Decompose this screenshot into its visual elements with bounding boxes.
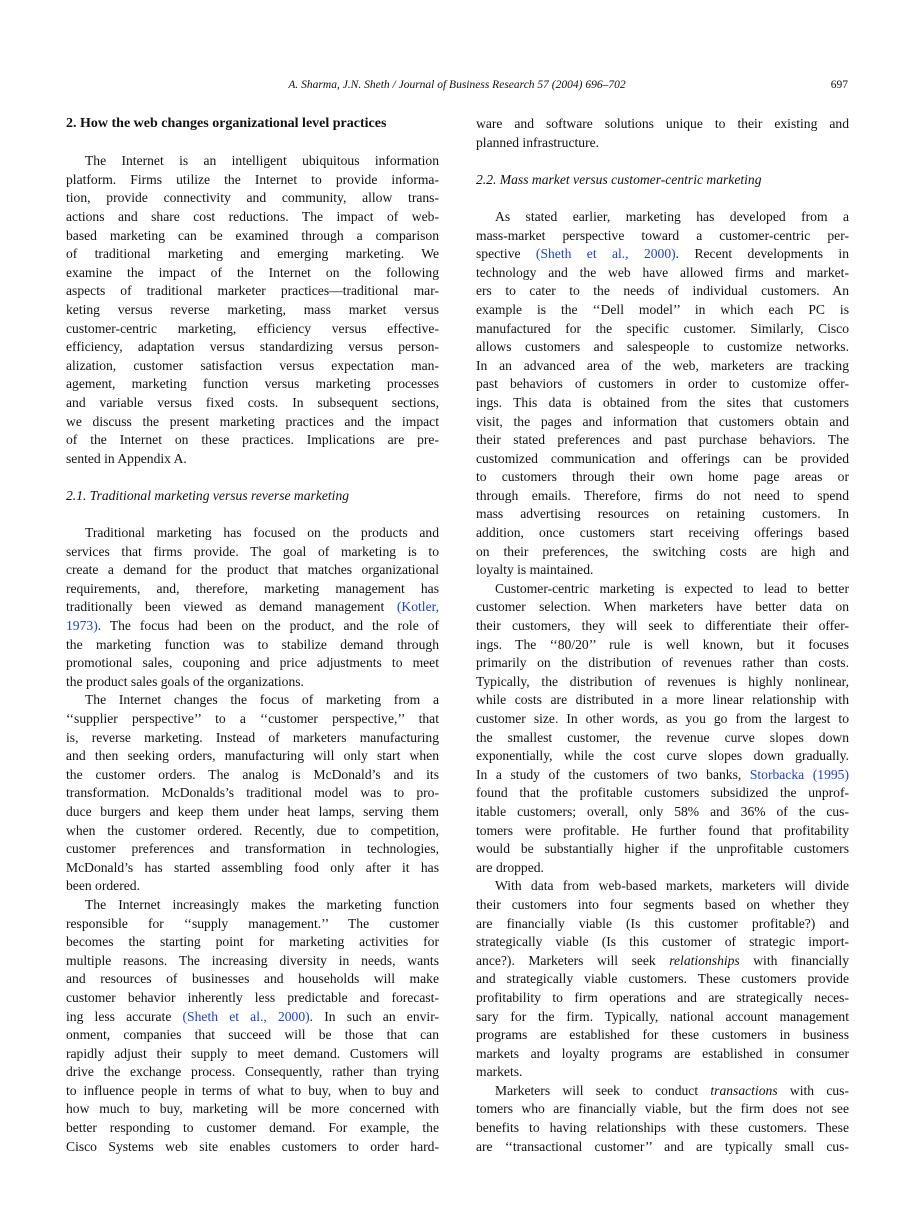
text-line: are dropped. bbox=[476, 859, 544, 875]
text-line: customer size. In other words, as you go from the largest to bbox=[476, 711, 849, 726]
text-line: is, reverse marketing. Instead of marketers manufacturing bbox=[66, 729, 439, 745]
paragraph bbox=[66, 691, 439, 896]
paragraph bbox=[476, 580, 849, 878]
text-line: 2.1. Traditional marketing versus reverse marketing bbox=[66, 487, 350, 503]
text-line: efficiency, adaptation versus standardizing versus person- bbox=[66, 339, 439, 355]
text-line: agement, marketing function versus marketing processes bbox=[66, 376, 439, 392]
text-line: exponentially, while the cost curve slopes down gradually. bbox=[476, 748, 849, 764]
text-line: actions and share cost reductions. The impact of web- bbox=[66, 208, 439, 224]
text-line: and then seeking orders, manufacturing will only start when bbox=[66, 748, 439, 764]
text-line: past behaviors of customers in order to customize offer- bbox=[476, 376, 849, 392]
paragraph bbox=[476, 877, 849, 1082]
text-line: based marketing can be examined through a comparison bbox=[66, 227, 439, 243]
text-line: tion, provide connectivity and community, allow trans- bbox=[66, 190, 439, 206]
text-line: ware and software solutions unique to their existing and bbox=[476, 116, 849, 131]
text-segment: In a study of the customers of two banks, bbox=[476, 766, 750, 782]
text-line: aspects of traditional marketer practices—traditional mar- bbox=[66, 283, 439, 299]
text-line: to customers through their own home page areas or bbox=[476, 469, 849, 485]
text-line: drive the exchange process. Consequently, rather than trying bbox=[66, 1064, 439, 1080]
text-line: onment, companies that succeed will be those that can bbox=[66, 1027, 439, 1043]
text-line: their customers, they will seek to differentiate their offer- bbox=[476, 618, 849, 634]
citation-link[interactable]: (Sheth et al., 2000) bbox=[182, 1008, 310, 1024]
text-line: platform. Firms utilize the Internet to provide informa- bbox=[66, 171, 439, 187]
blank-line bbox=[66, 505, 439, 524]
text-line: mass advertising resources on retaining customers. In bbox=[476, 506, 849, 522]
emphasis-text: relationships bbox=[669, 952, 740, 968]
text-line: profitability to firm operations and are strategically neces- bbox=[476, 989, 849, 1005]
text-line: McDonald’s has started assembling food only after it has bbox=[66, 859, 439, 875]
page-number: 697 bbox=[830, 79, 848, 91]
paragraph bbox=[476, 1082, 849, 1156]
text-line: of the Internet on these practices. Implications are pre- bbox=[66, 432, 439, 448]
text-line: visit, the pages and information that customers obtain and bbox=[476, 413, 849, 429]
blank-line bbox=[66, 134, 439, 153]
subsection-heading bbox=[476, 171, 849, 190]
text-line: better responding to customer demand. For example, the bbox=[66, 1120, 439, 1136]
text-line: examine the impact of the Internet on the following bbox=[66, 264, 439, 280]
text-line: on their preferences, the switching costs are high and bbox=[476, 543, 849, 559]
citation-link[interactable]: (Sheth et al., 2000) bbox=[535, 246, 676, 262]
text-line: planned infrastructure. bbox=[476, 134, 600, 150]
text-line: through emails. Therefore, firms do not need to spend bbox=[476, 487, 849, 503]
text-line: would be substantially higher if the unprofitable customers bbox=[476, 841, 849, 857]
text-line: Traditional marketing has focused on the products and bbox=[85, 525, 439, 541]
text-line: markets. bbox=[476, 1064, 523, 1080]
text-line: sary for the firm. Typically, national account management bbox=[476, 1008, 849, 1024]
text-line: programs are established for these customers in business bbox=[476, 1027, 849, 1043]
text-line: keting versus reverse marketing, mass market versus bbox=[66, 301, 439, 317]
running-header bbox=[66, 79, 848, 97]
paragraph bbox=[476, 115, 849, 152]
text-line: and strategically viable customers. These customers provide bbox=[476, 971, 849, 987]
text-segment: . Recent developments in bbox=[675, 246, 850, 262]
text-line: The Internet increasingly makes the marketing function bbox=[85, 896, 439, 912]
emphasis-text: transactions bbox=[710, 1082, 778, 1098]
text-segment: . The focus had been on the product, and the role of bbox=[97, 618, 439, 634]
left-column bbox=[66, 115, 439, 1156]
subsection-heading bbox=[66, 487, 439, 506]
right-column bbox=[476, 115, 849, 1156]
text-line: their stated preferences and past purchase behaviors. The bbox=[476, 432, 849, 448]
text-line: duce burgers and keep them under heat lamps, serving them bbox=[66, 803, 439, 819]
text-line: Cisco Systems web site enables customers to order hard- bbox=[66, 1138, 439, 1154]
text-line: ings. The ‘‘80/20’’ rule is well known, but it focuses bbox=[476, 636, 849, 652]
text-segment: traditionally been viewed as demand management bbox=[66, 599, 397, 615]
text-line: found that the profitable customers subsidized the unprof- bbox=[476, 785, 849, 801]
text-line: itable customers; overall, only 58% and 36% of the cus- bbox=[476, 803, 849, 819]
text-line: ings. This data is obtained from the sites that customers bbox=[476, 394, 849, 410]
text-line: create a demand for the product that matches organizational bbox=[66, 562, 439, 578]
text-line: sented in Appendix A. bbox=[66, 450, 187, 466]
text-line: customer behavior inherently less predictable and forecast- bbox=[66, 989, 439, 1005]
text-line: been ordered. bbox=[66, 878, 140, 894]
text-line: when the customer ordered. Recently, due to competition, bbox=[66, 822, 439, 838]
text-line: 2.2. Mass market versus customer-centric marketing bbox=[476, 171, 762, 187]
text-line: and variable versus fixed costs. In subsequent sections, bbox=[66, 394, 439, 410]
text-segment: with financially bbox=[739, 952, 850, 968]
text-line: The Internet changes the focus of marketing from a bbox=[85, 692, 439, 708]
blank-line bbox=[476, 152, 849, 171]
text-segment: . In such an envir- bbox=[309, 1008, 439, 1024]
text-line: technology and the web have allowed firms and market- bbox=[476, 264, 849, 280]
blank-line bbox=[66, 468, 439, 487]
text-line: customer preferences and transformation in technologies, bbox=[66, 841, 439, 857]
text-line: strategically viable (Is this customer of strategic import- bbox=[476, 934, 849, 950]
paragraph bbox=[66, 896, 439, 1156]
text-line: primarily on the distribution of revenues rather than costs. bbox=[476, 655, 849, 671]
text-line: addition, once customers start receiving offerings based bbox=[476, 525, 849, 541]
paragraph bbox=[66, 524, 439, 691]
text-line: The Internet is an intelligent ubiquitous information bbox=[85, 153, 439, 169]
text-line: mass-market perspective toward a customer-centric per- bbox=[476, 227, 849, 243]
text-line: rapidly adjust their supply to meet demand. Customers will bbox=[66, 1045, 439, 1061]
text-segment: ing less accurate bbox=[66, 1008, 183, 1024]
text-line: the customer orders. The analog is McDonald’s and its bbox=[66, 766, 439, 782]
text-line: their customers into four segments based on whether they bbox=[476, 896, 849, 912]
text-line: manufactured for the specific customer. Similarly, Cisco bbox=[476, 320, 849, 336]
text-line: are ‘‘transactional customer’’ and are typically small cus- bbox=[476, 1138, 849, 1154]
blank-line bbox=[476, 189, 849, 208]
text-line: tomers who are financially viable, but the firm does not see bbox=[476, 1101, 849, 1117]
text-line: the product sales goals of the organizations. bbox=[66, 673, 304, 689]
text-line: customer selection. When marketers have better data on bbox=[476, 599, 849, 615]
text-line: customized communication and offerings can be provided bbox=[476, 450, 849, 466]
text-line: transformation. McDonalds’s traditional model was to pro- bbox=[66, 785, 439, 801]
text-line bbox=[66, 1008, 439, 1027]
text-segment: Marketers will seek to conduct bbox=[495, 1082, 711, 1098]
text-segment: ance?). Marketers will seek bbox=[476, 952, 670, 968]
text-line bbox=[476, 1082, 849, 1101]
text-line: customer-centric marketing, efficiency versus effective- bbox=[66, 320, 439, 336]
text-line: responsible for ‘‘supply management.’’ The customer bbox=[66, 915, 439, 931]
text-line: multiple reasons. The increasing diversity in needs, wants bbox=[66, 952, 439, 968]
text-line: the smallest customer, the revenue curve slopes down bbox=[476, 729, 849, 745]
journal-citation: A. Sharma, J.N. Sheth / Journal of Business Research 57 (2004) 696–702 bbox=[288, 79, 626, 91]
text-line bbox=[476, 766, 849, 785]
text-line: benefits to having relationships with these customers. These bbox=[476, 1120, 849, 1136]
text-segment: spective bbox=[476, 246, 536, 262]
text-line: while costs are distributed in a more linear relationship with bbox=[476, 692, 849, 708]
text-line: 2. How the web changes organizational level practices bbox=[66, 116, 387, 131]
text-line: tomers were profitable. He further found that profitability bbox=[476, 822, 849, 838]
text-line: Customer-centric marketing is expected to lead to better bbox=[495, 580, 849, 596]
text-line: Typically, the distribution of revenues is highly nonlinear, bbox=[476, 673, 849, 689]
text-line: ers to cater to the needs of individual customers. An bbox=[476, 283, 849, 299]
paragraph bbox=[476, 208, 849, 580]
text-line: the marketing function was to stabilize demand through bbox=[66, 636, 439, 652]
text-line: becomes the starting point for marketing activities for bbox=[66, 934, 439, 950]
text-line: how much to buy, marketing will be more concerned with bbox=[66, 1101, 439, 1117]
text-line: services that firms provide. The goal of marketing is to bbox=[66, 543, 439, 559]
text-line: to influence people in terms of what to buy, when to buy and bbox=[66, 1082, 439, 1098]
text-line: of traditional marketing and emerging marketing. We bbox=[66, 246, 439, 262]
text-line: promotional sales, couponing and price adjustments to meet bbox=[66, 655, 439, 671]
text-line: we discuss the present marketing practices and the impact bbox=[66, 413, 439, 429]
text-line bbox=[66, 617, 439, 636]
text-line: allows customers and salespeople to customize networks. bbox=[476, 339, 849, 355]
text-line: are financially viable (Is this customer profitable?) and bbox=[476, 915, 849, 931]
text-line: ‘‘supplier perspective’’ to a ‘‘customer perspective,’’ that bbox=[66, 711, 439, 726]
paragraph bbox=[66, 152, 439, 468]
text-line: example is the ‘‘Dell model’’ in which each PC is bbox=[476, 301, 849, 317]
text-line: In an advanced area of the web, marketers are tracking bbox=[476, 357, 849, 373]
text-line: requirements, and, therefore, marketing management has bbox=[66, 580, 439, 596]
text-line bbox=[476, 245, 849, 264]
text-line: With data from web-based markets, marketers will divide bbox=[495, 878, 849, 894]
text-line: As stated earlier, marketing has developed from a bbox=[495, 208, 849, 224]
text-line: alization, customer satisfaction versus expectation man- bbox=[66, 357, 439, 373]
citation-link[interactable]: (Kotler, bbox=[396, 599, 439, 615]
text-line: loyalty is maintained. bbox=[476, 562, 594, 578]
text-line: and resources of businesses and households will make bbox=[66, 971, 439, 987]
section-heading bbox=[66, 115, 439, 134]
text-line bbox=[66, 598, 439, 617]
text-segment: with cus- bbox=[777, 1082, 849, 1098]
text-line bbox=[476, 952, 849, 971]
text-line: markets and loyalty programs are established in consumer bbox=[476, 1045, 849, 1061]
citation-link[interactable]: 1973) bbox=[66, 618, 98, 634]
citation-link[interactable]: Storbacka (1995) bbox=[749, 766, 849, 782]
